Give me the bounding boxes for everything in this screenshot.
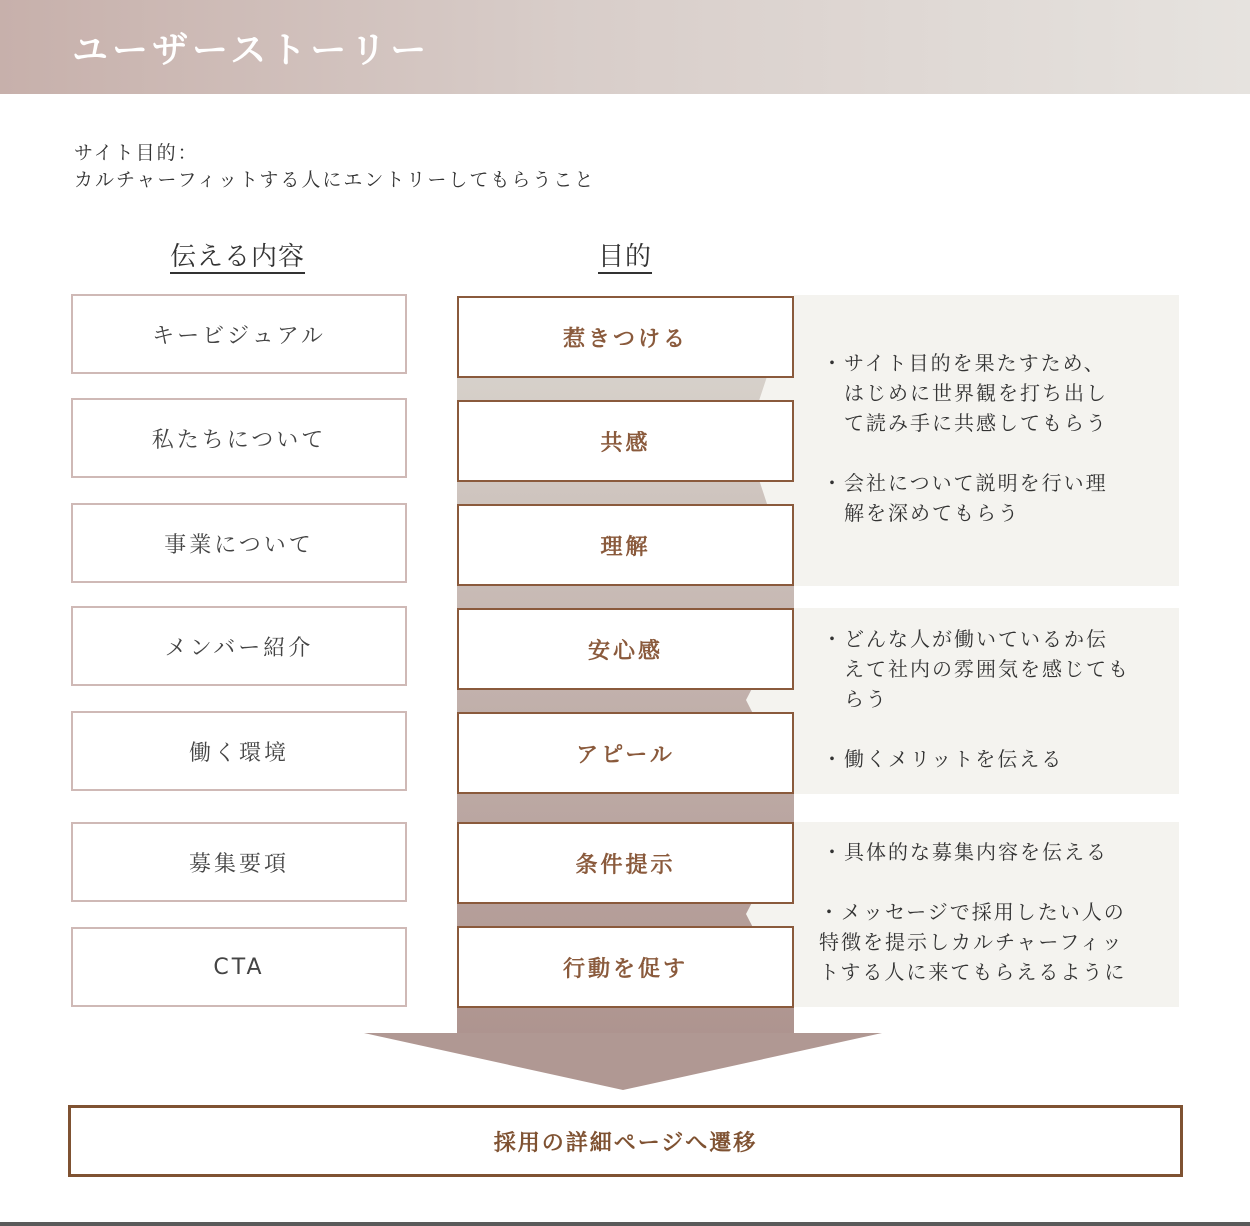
purpose-column-heading: 目的 bbox=[598, 242, 653, 272]
panel-1-point-2: ・会社について説明を行い理 解を深めてもらう bbox=[822, 471, 1108, 525]
purpose-item-reassurance: 安心感 bbox=[457, 608, 794, 690]
content-item-about-us: 私たちについて bbox=[71, 398, 407, 478]
final-step-box: 採用の詳細ページへ遷移 bbox=[68, 1105, 1183, 1177]
purpose-item-attract: 惹きつける bbox=[457, 296, 794, 378]
panel-2-point-1: ・どんな人が働いているか伝 えて社内の雰囲気を感じても らう bbox=[822, 627, 1130, 711]
purpose-item-appeal: アピール bbox=[457, 712, 794, 794]
purpose-item-call-to-action: 行動を促す bbox=[457, 926, 794, 1008]
purpose-item-understanding: 理解 bbox=[457, 504, 794, 586]
content-item-key-visual: キービジュアル bbox=[71, 294, 407, 374]
purpose-item-empathy: 共感 bbox=[457, 400, 794, 482]
panel-1-point-1: ・サイト目的を果たすため、 はじめに世界観を打ち出し て読み手に共感してもらう bbox=[822, 351, 1108, 435]
bottom-divider bbox=[0, 1222, 1250, 1226]
panel-1-shape bbox=[746, 295, 1179, 586]
page-title: ユーザーストーリー bbox=[72, 30, 431, 71]
site-purpose-label: サイト目的： bbox=[74, 142, 199, 164]
content-item-job-description: 募集要項 bbox=[71, 822, 407, 902]
panel-3-point-2: ・メッセージで採用したい人の 特徴を提示しカルチャーフィッ トする人に来てもらえるように bbox=[819, 900, 1127, 984]
content-item-cta: CTA bbox=[71, 927, 407, 1007]
panel-3-point-1: ・具体的な募集内容を伝える bbox=[822, 840, 1108, 864]
panel-2-point-2: ・働くメリットを伝える bbox=[822, 747, 1064, 771]
content-item-business: 事業について bbox=[71, 503, 407, 583]
site-purpose-text: カルチャーフィットする人にエントリーしてもらうこと bbox=[74, 169, 596, 191]
content-column-heading: 伝える内容 bbox=[170, 242, 306, 272]
purpose-item-conditions: 条件提示 bbox=[457, 822, 794, 904]
content-item-work-environment: 働く環境 bbox=[71, 711, 407, 791]
content-item-members: メンバー紹介 bbox=[71, 606, 407, 686]
